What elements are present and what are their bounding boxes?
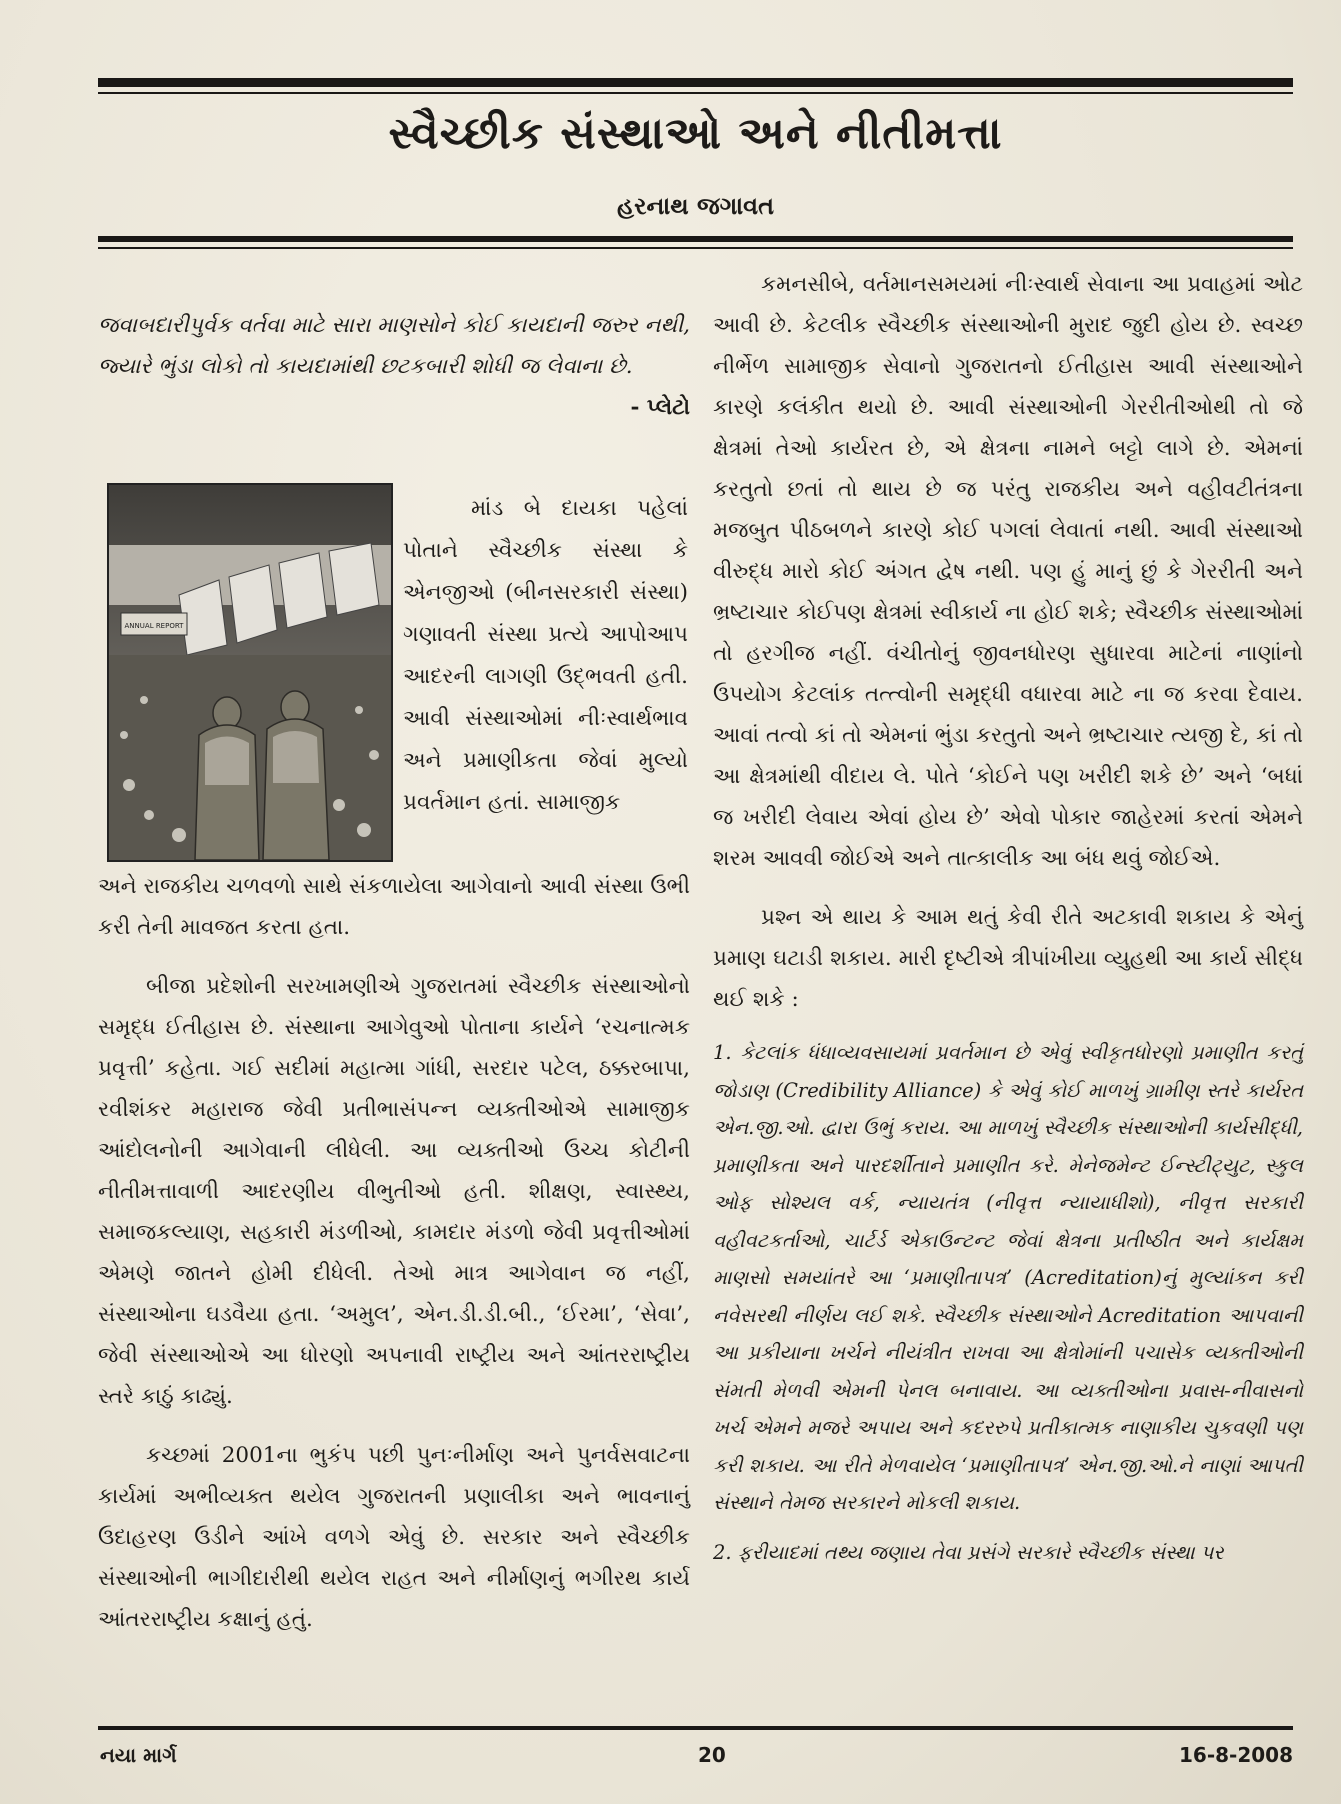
footer-rule — [98, 1726, 1293, 1730]
kutch-earthquake-paragraph: કચ્છમાં 2001ના ભુકંપ પછી પુનઃનીર્માણ અને પુનર્વસવાટના કાર્યમાં અભીવ્યક્ત થયેલ ગુજરાતની પ્રણાલીકા અને ભાવનાનું ઉદાહરણ ઉડીને આંખે વળગે એવું છે. સરકાર અને સ્વૈચ્છીક સંસ્થાઓની ભાગીદારીથી થયેલ રાહત અને નીર્માણનું ભગીરથ કાર્ય આંતરરાષ્ટ્રીય કક્ષાનું હતું. — [98, 1443, 690, 1632]
ngo-report-photo — [107, 483, 393, 862]
wrap-paragraph-continuation: અને રાજકીય ચળવળો સાથે સંકળાયેલા આગેવાનો આવી સંસ્થા ઉભી કરી તેની માવજત કરતા હતા. — [98, 874, 690, 940]
issue-date: 16-8-2008 — [1178, 1743, 1293, 1767]
publication-name: નયા માર્ગ — [100, 1743, 177, 1767]
strategy-item-1: 1. કેટલાંક ધંધાવ્યવસાયમાં પ્રવર્તમાન છે એવું સ્વીકૃતધોરણો પ્રમાણીત કરતું જોડાણ (Credibility Alliance) કે એવું કોઈ માળખું ગ્રામીણ સ્તરે કાર્યરત એન.જી.ઓ. દ્વારા ઉભું કરાય. આ માળખું સ્વૈચ્છીક સંસ્થાઓની કાર્યસીદ્ધી, પ્રમાણીકતા અને પારદર્શીતાને પ્રમાણીત કરે. મેનેજમેન્ટ ઈન્સ્ટીટ્યુટ, સ્કુલ ઓફ સોશ્યલ વર્ક, ન્યાયતંત્ર (નીવૃત્ત ન્યાયાધીશો), નીવૃત્ત સરકારી વહીવટકર્તાઓ, ચાર્ટર્ડ એકાઉન્ટન્ટ જેવાં ક્ષેત્રના પ્રતીષ્ઠીત અને કાર્યક્ષમ માણસો સમયાંતરે આ ‘પ્રમાણીતાપત્ર’ (Acreditation)નું મુલ્યાંકન કરી નવેસરથી નીર્ણય લઈ શકે. સ્વૈચ્છીક સંસ્થાઓને Acreditation આપવાની આ પ્રકીયાના ખર્ચને નીયંત્રીત રાખવા આ ક્ષેત્રોમાંની પચાસેક વ્યક્તીઓની સંમતી મેળવી એમની પેનલ બનાવાય. આ વ્યક્તીઓના પ્રવાસ-નીવાસનો ખર્ચ એમને મજરે અપાય અને કદરરુપે પ્રતીકાત્મક નાણાકીય ચુકવણી પણ કરી શકાય. આ રીતે મેળવાયેલ ‘પ્રમાણીતાપત્ર’ એન.જી.ઓ.ને નાણાં આપતી સંસ્થાને તેમજ સરકારને મોકલી શકાય. — [713, 1041, 1303, 1514]
wrap-paragraph-text: માંડ બે દાયકા પહેલાં પોતાને સ્વૈચ્છીક સંસ્થા કે એનજીઓ (બીનસરકારી સંસ્થા) ગણાવતી સંસ્થા પ્રત્યે આપોઆપ આદરની લાગણી ઉદ્ભવતી હતી. આવી સંસ્થાઓમાં નીઃસ્વાર્થભાવ અને પ્રમાણીકતા જેવાં મુલ્યો પ્રવર્તમાન હતાં. સામાજીક — [403, 496, 688, 815]
strategy-item-2: 2. ફરીયાદમાં તથ્ય જણાય તેવા પ્રસંગે સરકારે સ્વૈચ્છીક સંસ્થા પર — [713, 1540, 1224, 1564]
left-column-lower — [98, 866, 690, 1640]
gujarat-history-paragraph: બીજા પ્રદેશોની સરખામણીએ ગુજરાતમાં સ્વૈચ્છીક સંસ્થાઓનો સમૃદ્ધ ઈતીહાસ છે. સંસ્થાના આગેવુઓ પોતાના કાર્યને ‘રચનાત્મક પ્રવૃત્તી’ કહેતા. ગઈ સદીમાં મહાત્મા ગાંધી, સરદાર પટેલ, ઠક્કરબાપા, રવીશંકર મહારાજ જેવી પ્રતીભાસંપન્ન વ્યક્તીઓએ સામાજીક આંદોલનોની આગેવાની લીધેલી. આ વ્યક્તીઓ ઉચ્ચ કોટીની નીતીમત્તાવાળી આદરણીય વીભુતીઓ હતી. શીક્ષણ, સ્વાસ્થ્ય, સમાજકલ્યાણ, સહકારી મંડળીઓ, કામદાર મંડળો જેવી પ્રવૃત્તીઓમાં એમણે જાતને હોમી દીધેલી. તેઓ માત્ર આગેવાન જ નહીં, સંસ્થાઓના ઘડવૈયા હતા. ‘અમુલ’, એન.ડી.ડી.બી., ‘ઈરમા’, ‘સેવા’, જેવી સંસ્થાઓએ આ ધોરણો અપનાવી રાષ્ટ્રીય અને આંતરરાષ્ટ્રીય સ્તરે કાઠું કાઢ્યું. — [98, 974, 690, 1409]
top-rule-thick — [98, 78, 1293, 87]
page-number: 20 — [698, 1743, 726, 1767]
article-author: હરનાથ જગાવત — [617, 192, 774, 220]
right-column — [713, 264, 1303, 1583]
strategy-list — [713, 1034, 1303, 1571]
strategy-paragraph: પ્રશ્ન એ થાય કે આમ થતું કેવી રીતે અટકાવી શકાય કે એનું પ્રમાણ ઘટાડી શકાય. મારી દૃષ્ટીએ ત્રીપાંખીયા વ્યુહથી આ કાર્ય સીદ્ધ થઈ શકે : — [713, 905, 1303, 1012]
article-title: સ્વૈચ્છીક સંસ્થાઓ અને નીતીમત્તા — [388, 108, 1003, 159]
photo-illustration — [109, 485, 391, 860]
decline-paragraph: કમનસીબે, વર્તમાનસમયમાં નીઃસ્વાર્થ સેવાના આ પ્રવાહમાં ઓટ આવી છે. કેટલીક સ્વૈચ્છીક સંસ્થાઓની મુરાદ જુદી હોય છે. સ્વચ્છ નીર્ભેળ સામાજીક સેવાનો ગુજરાતનો ઈતીહાસ આવી સંસ્થાઓને કારણે કલંકીત થયો છે. આવી સંસ્થાઓની ગેરરીતીઓથી તો જે ક્ષેત્રમાં તેઓ કાર્યરત છે, એ ક્ષેત્રના નામને બટ્ટો લાગે છે. એમનાં કરતુતો છતાં તો થાય છે જ પરંતુ રાજકીય અને વહીવટીતંત્રના મજબુત પીઠબળને કારણે કોઈ પગલાં લેવાતાં નથી. આવી સંસ્થાઓ વીરુદ્ધ મારો કોઈ અંગત દ્વેષ નથી. પણ હું માનું છું કે ગેરરીતી અને ભ્રષ્ટાચાર કોઈપણ ક્ષેત્રમાં સ્વીકાર્ય ના હોઈ શકે; સ્વૈચ્છીક સંસ્થાઓમાં તો હરગીજ નહીં. વંચીતોનું જીવનધોરણ સુધારવા માટેનાં નાણાંનો ઉપયોગ કેટલાંક તત્ત્વોની સમૃદ્ધી વધારવા માટે ના જ કરવા દેવાય. આવાં તત્વો કાં તો એમનાં ભુંડા કરતુતો અને ભ્રષ્ટાચાર ત્યજી દે, કાં તો આ ક્ષેત્રમાંથી વીદાય લે. પોતે ‘કોઈને પણ ખરીદી શકે છે’ અને ‘બધાં જ ખરીદી લેવાય એવાં હોય છે’ એવો પોકાર જાહેરમાં કરતાં એમને શરમ આવવી જોઈએ અને તાત્કાલીક આ બંધ થવું જોઈએ. — [713, 272, 1303, 871]
quote-attribution: - પ્લેટો — [630, 395, 690, 420]
header-rule-thin — [98, 247, 1293, 249]
left-column — [98, 305, 690, 428]
top-rule-thin — [98, 92, 1293, 94]
wrap-paragraph — [403, 488, 688, 824]
opening-quote: જવાબદારીપુર્વક વર્તવા માટે સારા માણસોને કોઈ કાયદાની જરુર નથી, જ્યારે ભુંડા લોકો તો કાયદામાંથી છટકબારી શોધી જ લેવાના છે. — [98, 313, 690, 379]
header-rule-thick — [98, 236, 1293, 242]
photo-banner-text: ANNUAL REPORT — [124, 622, 184, 630]
